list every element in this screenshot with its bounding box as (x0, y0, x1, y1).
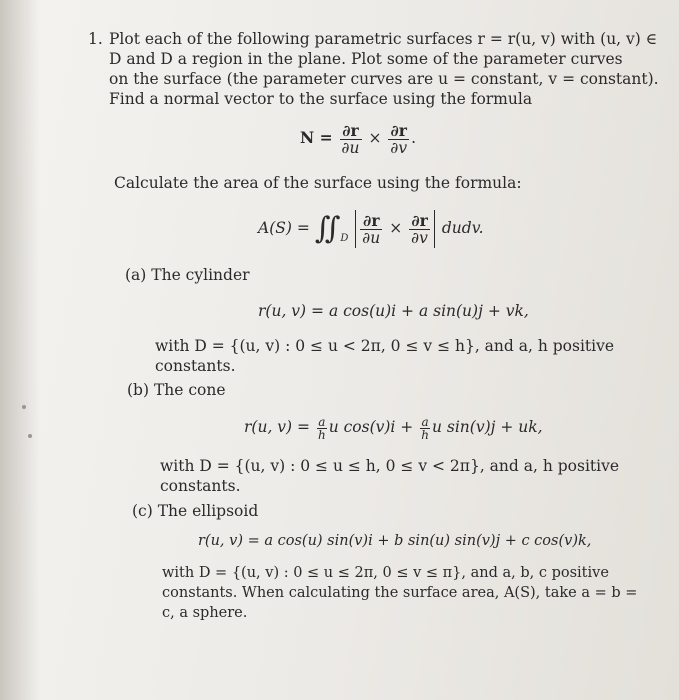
part-c-domain-3: c, a sphere. (162, 605, 248, 621)
part-a-domain-2: constants. (155, 357, 236, 375)
intro-line-2: D and D a region in the plane. Plot some of the parameter curves (109, 50, 623, 68)
problem-number: 1. (88, 30, 103, 48)
area-lhs: A(S) = (258, 219, 310, 237)
part-b-domain-2: constants. (160, 477, 241, 495)
part-a-equation: r(u, v) = a cos(u)i + a sin(u)j + vk, (258, 302, 529, 320)
part-b-label: (b) The cone (127, 381, 226, 399)
part-b-domain: with D = {(u, v) : 0 ≤ u ≤ h, 0 ≤ v < 2π}, and a, h positive (160, 457, 620, 475)
part-b-equation: r(u, v) = $\frac{a}{h}$ u cos(v)i + $\frac{a}{h}$ u sin(v)j + uk, (244, 414, 543, 442)
intro-line-3: on the surface (the parameter curves are u = constant, v = constant). (109, 70, 659, 88)
paper-speck (22, 405, 26, 409)
part-c-domain-2: constants. When calculating the surface area, A(S), take a = b = (162, 585, 638, 601)
norm-bar-left (355, 210, 356, 248)
part-c-domain: with D = {(u, v) : 0 ≤ u ≤ 2π, 0 ≤ v ≤ π}, and a, b, c positive (162, 565, 609, 581)
normal-lhs: N = (300, 128, 333, 147)
part-c-label: (c) The ellipsoid (132, 502, 259, 520)
partial-r-u: $\frac{\partial r}{\partial u}$ (341, 120, 360, 157)
normal-formula: N = $\frac{\partial r}{\partial u}$ × $\frac{\partial r}{\partial v}$ . (300, 120, 417, 157)
part-a-domain: with D = {(u, v) : 0 ≤ u < 2π, 0 ≤ v ≤ h}, and a, h positive (155, 337, 615, 355)
area-formula: $A(S) = ∬_D$ $\frac{\partial r}{\partial u}$ × $\frac{\partial r}{\partial v}$ dudv. (258, 210, 484, 247)
area-intro: Calculate the area of the surface using the formula: (114, 174, 522, 192)
paper-speck (28, 434, 32, 438)
double-integral-symbol: ∬ (314, 211, 341, 246)
cross-symbol: × (368, 129, 382, 147)
partial-r-v: $\frac{\partial r}{\partial v}$ (390, 120, 408, 157)
page-shadow (0, 0, 40, 700)
intro-line-1: Plot each of the following parametric surfaces r = r(u, v) with (u, v) ∈ (109, 30, 658, 48)
part-c-equation: r(u, v) = a cos(u) sin(v)i + b sin(u) sin(v)j + c cos(v)k, (198, 533, 592, 549)
norm-bar-right (434, 210, 435, 248)
intro-line-4: Find a normal vector to the surface using the formula (109, 90, 533, 108)
part-a-label: (a) The cylinder (125, 266, 250, 284)
